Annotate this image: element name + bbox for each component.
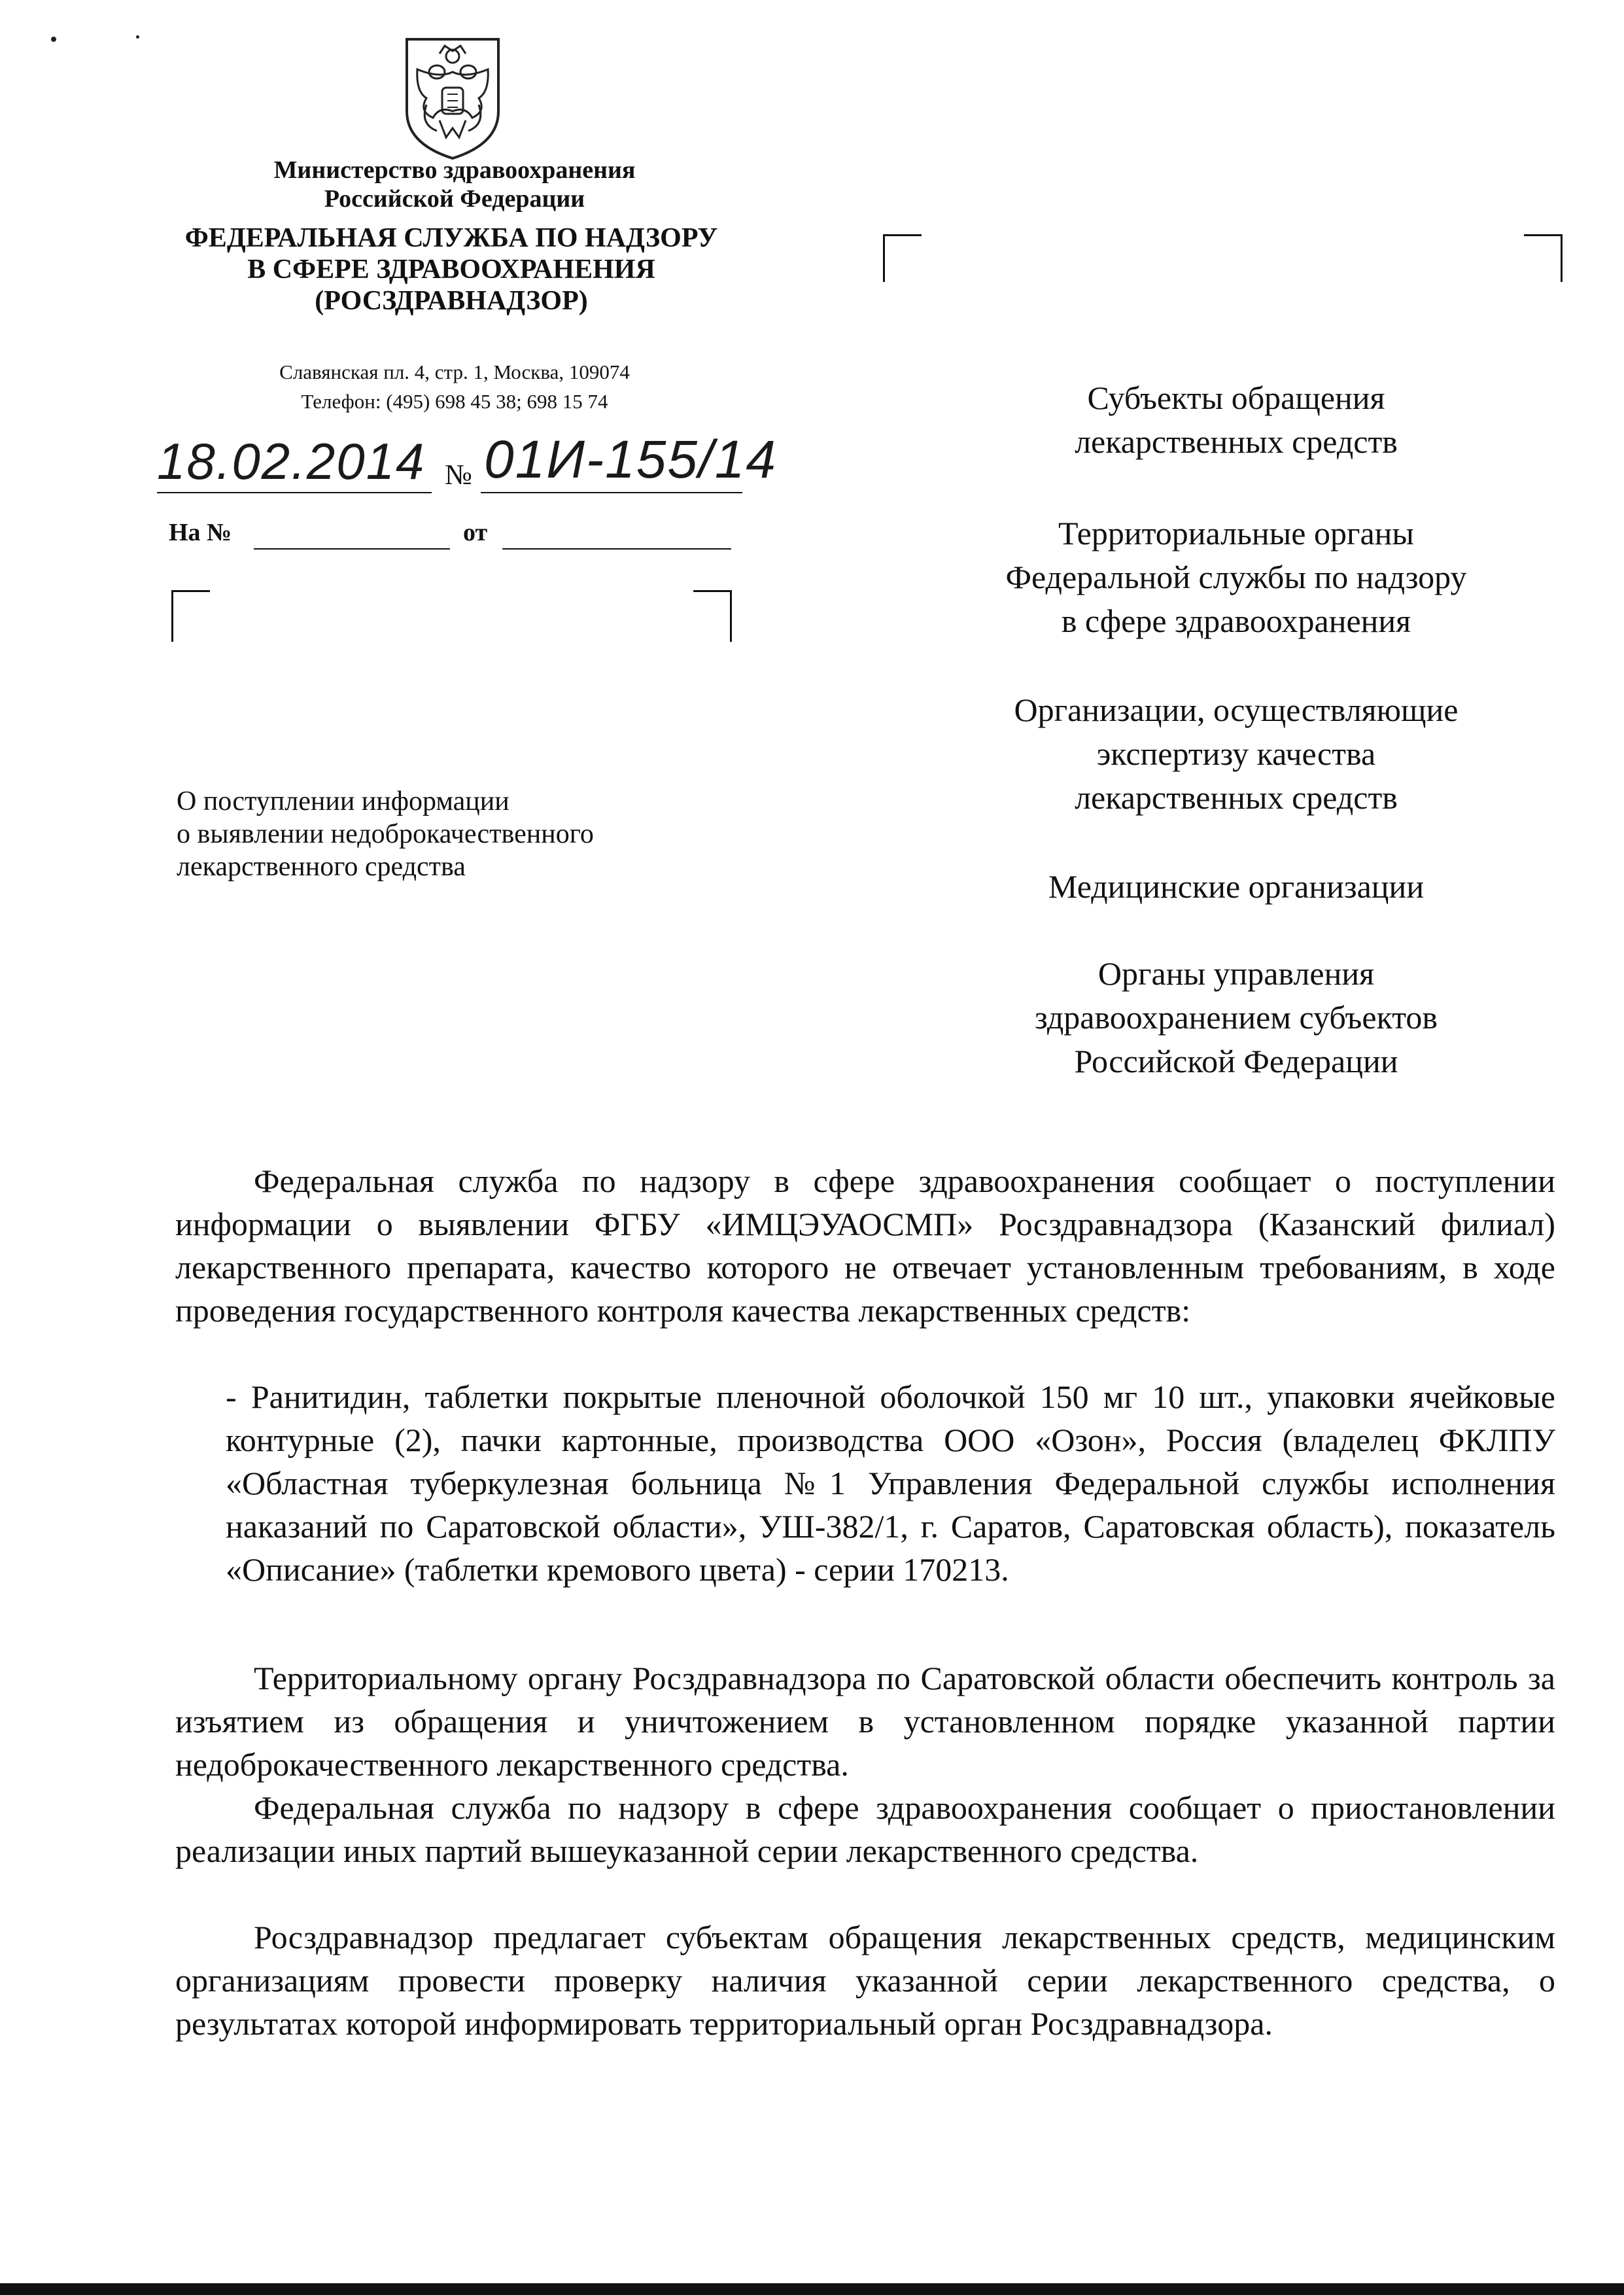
- addressee-group: [942, 952, 1530, 1083]
- number-sign: №: [445, 459, 472, 491]
- addressee-line: здравоохранением субъектов: [1034, 999, 1438, 1036]
- body-paragraph: Росздравнадзор предлагает субъектам обращения лекарственных средств, медицинским организациям провести проверку наличия указанной серии лекарственного средства, о результатах которой информировать территориальный орган Росздравнадзора.: [175, 1919, 1555, 2042]
- corner-mark: [1524, 234, 1563, 282]
- addressee-line: лекарственных средств: [1075, 779, 1398, 816]
- scan-edge: [0, 2283, 1624, 2295]
- contact-block: [196, 357, 713, 416]
- addressee-line: Территориальные органы: [1058, 515, 1415, 552]
- addressee-line: в сфере здравоохранения: [1061, 603, 1411, 639]
- reference-date-line: [502, 548, 731, 550]
- scan-speck: [51, 37, 56, 42]
- corner-mark: [171, 590, 210, 642]
- addressee-group: [942, 512, 1530, 643]
- letter-subject: [177, 785, 752, 883]
- ministry-line: Российской Федерации: [324, 185, 585, 213]
- russian-coat-of-arms-icon: [400, 33, 505, 164]
- service-line: В СФЕРЕ ЗДРАВООХРАНЕНИЯ: [247, 254, 655, 285]
- ministry-name: [196, 156, 713, 213]
- postal-address: Славянская пл. 4, стр. 1, Москва, 109074: [279, 360, 630, 383]
- addressee-line: Организации, осуществляющие: [1014, 692, 1459, 728]
- reference-number-label: На №: [169, 519, 232, 546]
- body-paragraph: Федеральная служба по надзору в сфере здравоохранения сообщает о поступлении информации о выявлении ФГБУ «ИМЦЭУАОСМП» Росздравнадзора (Казанский филиал) лекарственного препарата, качество которого не отвечает установленным требованиям, в ходе проведения государственного контроля качества лекарственных средств:: [175, 1163, 1555, 1329]
- addressee-group: [942, 865, 1530, 909]
- subject-line: о выявлении недоброкачественного: [177, 819, 594, 849]
- scan-speck: [136, 35, 139, 39]
- addressee-group: [942, 376, 1530, 464]
- service-line: ФЕДЕРАЛЬНАЯ СЛУЖБА ПО НАДЗОРУ: [184, 223, 718, 253]
- service-line: (РОСЗДРАВНАДЗОР): [315, 286, 588, 316]
- number-underline: [481, 492, 742, 493]
- body-paragraph: Федеральная служба по надзору в сфере здравоохранения сообщает о приостановлении реализации иных партий вышеуказанной серии лекарственного средства.: [175, 1789, 1555, 1869]
- addressee-line: экспертизу качества: [1096, 735, 1376, 772]
- registration-date: 18.02.2014: [157, 432, 426, 490]
- date-underline: [157, 492, 432, 493]
- corner-mark: [883, 234, 922, 282]
- ministry-line: Министерство здравоохранения: [273, 156, 636, 184]
- addressee-line: Российской Федерации: [1074, 1043, 1398, 1079]
- addressee-line: Органы управления: [1097, 955, 1375, 992]
- reference-number-line: [254, 548, 450, 550]
- drug-list-item: - Ранитидин, таблетки покрытые пленочной оболочкой 150 мг 10 шт., упаковки ячейковые контурные (2), пачки картонные, производства ООО «Озон», Россия (владелец ФКЛПУ «Областная туберкулезная больница №1 Управления Федеральной службы исполнения наказаний по Саратовской области», УШ-382/1, г. Саратов, Саратовская область), показатель «Описание» (таблетки кремового цвета) - серии 170213.: [226, 1378, 1555, 1588]
- registration-number: 01И-155/14: [484, 430, 777, 489]
- addressee-line: Медицинские организации: [1048, 868, 1425, 905]
- service-name: [150, 222, 752, 317]
- addressee-line: лекарственных средств: [1075, 423, 1398, 460]
- addressee-line: Субъекты обращения: [1087, 379, 1385, 416]
- addressee-line: Федеральной службы по надзору: [1005, 559, 1467, 595]
- corner-mark: [693, 590, 732, 642]
- addressee-group: [942, 688, 1530, 820]
- subject-line: лекарственного средства: [177, 852, 466, 882]
- subject-line: О поступлении информации: [177, 786, 510, 816]
- phone-numbers: Телефон: (495) 698 45 38; 698 15 74: [301, 390, 608, 413]
- reference-date-label: от: [463, 519, 488, 546]
- body-paragraph: Территориальному органу Росздравнадзора по Саратовской области обеспечить контроль за изъятием из обращения и уничтожением в установленном порядке указанной партии недоброкачественного лекарственного средства.: [175, 1660, 1555, 1783]
